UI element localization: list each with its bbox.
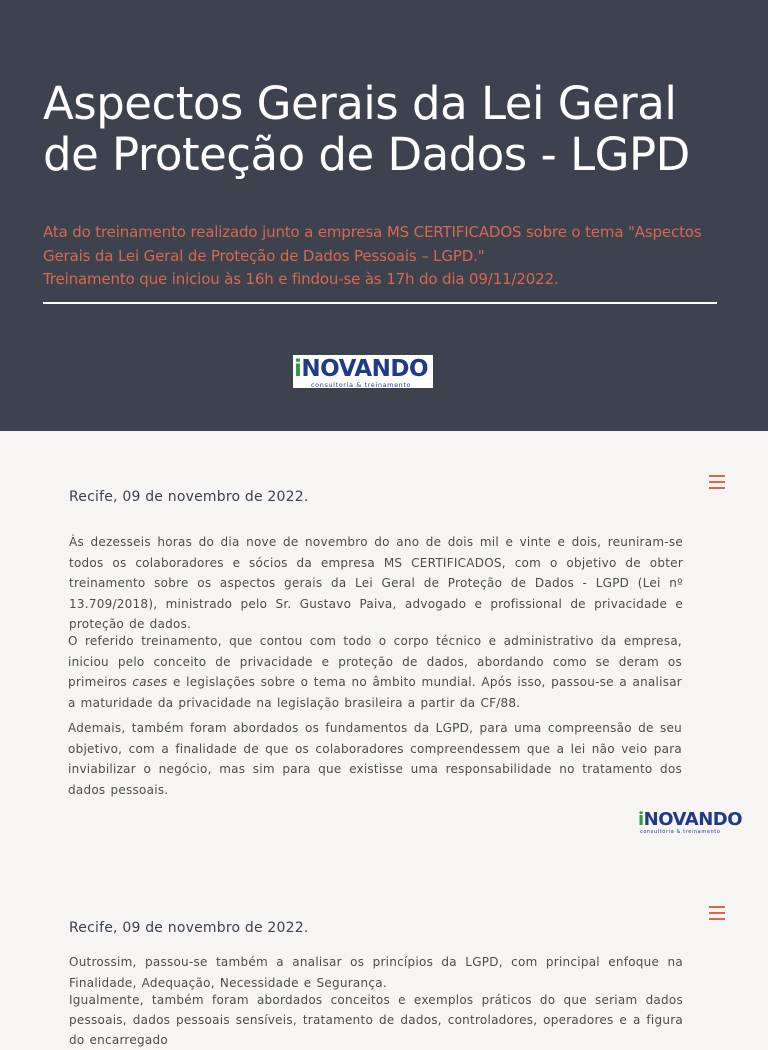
document-date: Recife, 09 de novembro de 2022. bbox=[69, 920, 309, 936]
subtitle-line: Ata do treinamento realizado junto a empresa MS CERTIFICADOS sobre o tema "Aspectos bbox=[43, 223, 702, 241]
logo-wordmark: iNOVANDO bbox=[638, 809, 743, 830]
logo-tagline: consultoria & treinamento bbox=[640, 829, 721, 835]
logo-wordmark: iNOVANDO bbox=[294, 356, 429, 382]
logo-tagline: consultoria & treinamento bbox=[311, 381, 412, 389]
paragraph: O referido treinamento, que contou com todo o corpo técnico e administrativo da empresa, iniciou pelo conceito de privacidade e proteção de dados, abordando como se deram os primeiros cases e legislações sobre o tema no âmbito mundial. Após isso, passou-se a analisar a maturidade da privacidade na legislação brasileira a partir da CF/88. bbox=[68, 634, 682, 711]
document-header bbox=[0, 0, 768, 431]
document-title: Aspectos Gerais da Lei Geral de Proteção de Dados - LGPD bbox=[43, 77, 690, 181]
inovando-logo bbox=[638, 811, 744, 837]
subtitle-line: Gerais da Lei Geral de Proteção de Dados Pessoais – LGPD." bbox=[43, 246, 485, 265]
paragraph: Outrossim, passou-se também a analisar os princípios da LGPD, com principal enfoque na Finalidade, Adequação, Necessidade e Segurança. bbox=[69, 955, 683, 990]
document-subtitle bbox=[43, 221, 733, 292]
menu-icon[interactable] bbox=[709, 906, 725, 920]
paragraph: Às dezesseis horas do dia nove de novembro do ano de dois mil e vinte e dois, reuniram-se todos os colaboradores e sócios da empresa MS CERTIFICADOS, com o objetivo de obter treinamento sobre os aspectos gerais da Lei Geral de Proteção de Dados - LGPD (Lei nº 13.709/2018), ministrado pelo Sr. Gustavo Paiva, advogado e profissional de privacidade e proteção de dados. bbox=[69, 535, 683, 631]
menu-icon[interactable] bbox=[709, 475, 725, 489]
inovando-logo bbox=[293, 355, 433, 388]
subtitle-line: Treinamento que iniciou às 16h e findou-se às 17h do dia 09/11/2022. bbox=[43, 270, 559, 288]
header-divider bbox=[43, 302, 717, 304]
document-date: Recife, 09 de novembro de 2022. bbox=[69, 489, 309, 505]
emphasis-text: cases bbox=[132, 675, 168, 690]
paragraph: Ademais, também foram abordados os fundamentos da LGPD, para uma compreensão de seu objetivo, com a finalidade de que os colaboradores compreendessem que a lei não veio para inviabilizar o negócio, mas sim para que existisse uma responsabilidade no tratamento dos dados pessoais. bbox=[68, 721, 682, 797]
paragraph: Igualmente, também foram abordados conceitos e exemplos práticos do que seriam dados pessoais, dados pessoais sensíveis, tratamento de dados, controladores, operadores e a figura do encarregado bbox=[69, 993, 683, 1047]
